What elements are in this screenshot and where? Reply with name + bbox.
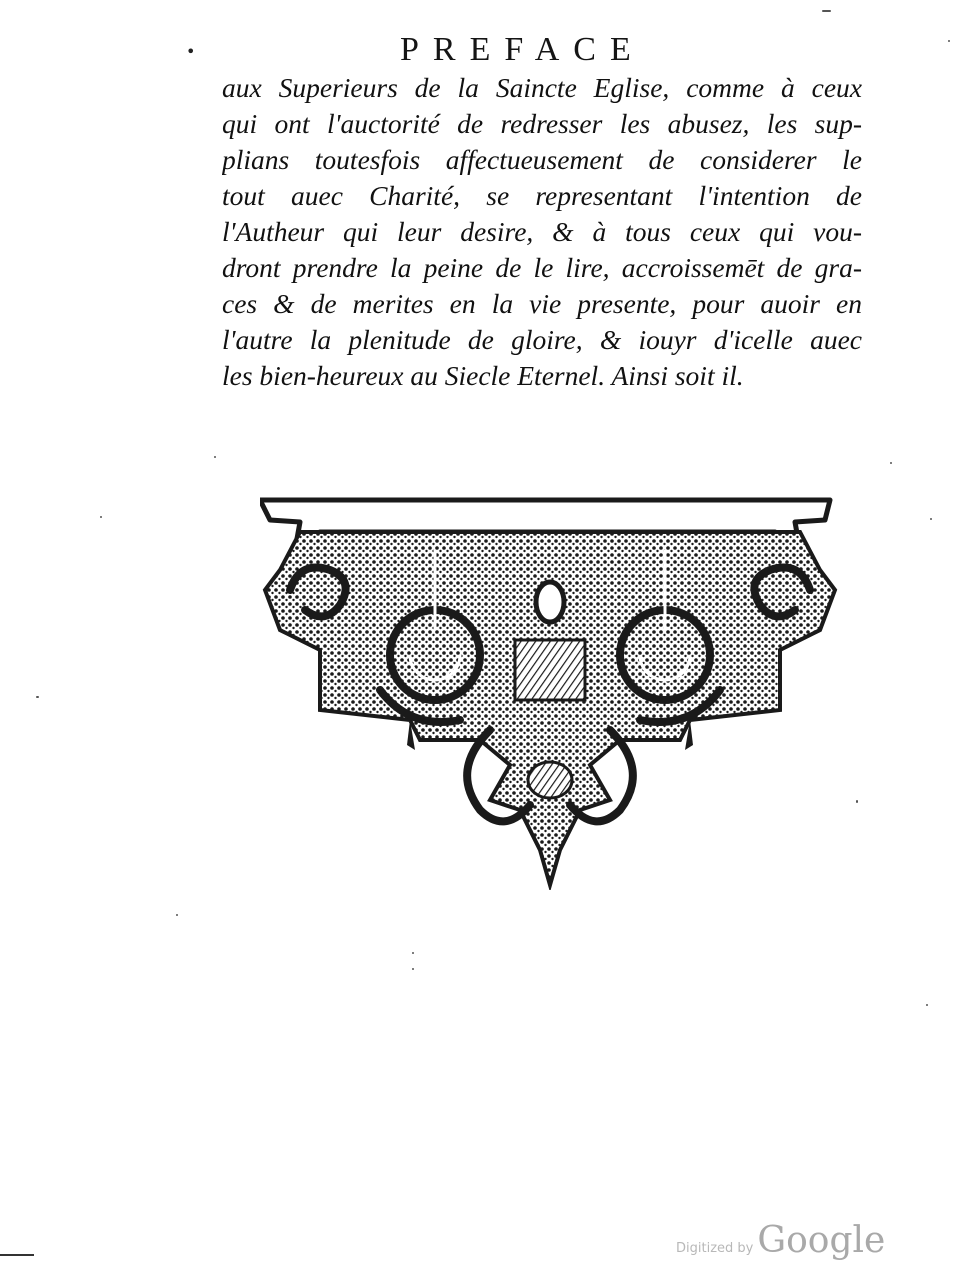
scan-speck: [214, 456, 216, 458]
text-line: qui ont l'auctorité de redresser les abusez, les sup-: [222, 108, 862, 139]
body-text: [222, 70, 862, 394]
scan-speck: [412, 968, 414, 970]
ornament-medallion: [536, 582, 564, 622]
scan-speck: [36, 696, 39, 698]
digitized-by-label: Digitized by: [676, 1241, 754, 1256]
text-line: ces & de merites en la vie presente, pour auoir en: [222, 288, 862, 319]
scan-speck: [926, 1004, 928, 1006]
text-line: les bien-heureux au Siecle Eternel. Ainsi soit il.: [222, 360, 744, 391]
text-line: tout auec Charité, se representant l'intention de: [222, 180, 862, 211]
scan-speck: [822, 10, 831, 12]
google-wordmark: Google: [757, 1220, 886, 1261]
text-line: plians toutesfois affectueusement de considerer le: [222, 144, 862, 175]
woodcut-ornament: [260, 490, 840, 890]
scan-speck: [930, 518, 932, 520]
marginal-mark: •: [186, 42, 196, 61]
text-line: aux Superieurs de la Saincte Eglise, comme à ceux: [222, 72, 862, 103]
scan-speck: [100, 516, 102, 518]
digitization-watermark: [676, 1220, 885, 1260]
text-line: l'autre la plenitude de gloire, & iouyr d'icelle auec: [222, 324, 862, 355]
scan-speck: [176, 914, 178, 916]
text-line: dront prendre la peine de le lire, accroissemēt de gra-: [222, 252, 862, 283]
edge-mark: [0, 1254, 34, 1256]
scan-speck: [890, 462, 892, 464]
scan-speck: [856, 800, 858, 803]
scan-speck: [412, 952, 414, 954]
scan-speck: [948, 40, 950, 42]
page-header-title: PREFACE: [400, 31, 645, 68]
text-line: l'Autheur qui leur desire, & à tous ceux qui vou-: [222, 216, 862, 247]
